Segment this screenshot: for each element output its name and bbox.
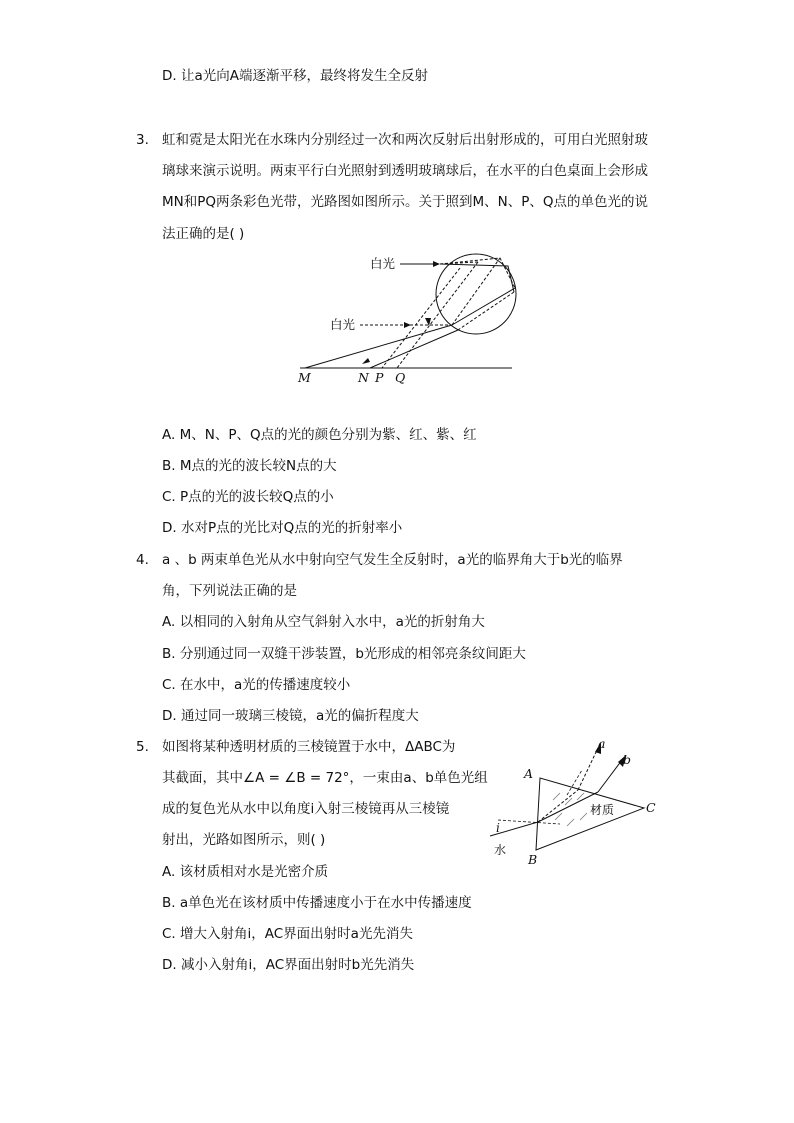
q2-option-d: D. 让a光向A端逐渐平移，最终将发生全反射 [162, 68, 428, 84]
q4-stem-line-2: 角，下列说法正确的是 [162, 583, 297, 599]
q4-option-a: A. 以相同的入射角从空气斜射入水中，a光的折射角大 [162, 614, 485, 630]
q3-option-c: C. P点的光的波长较Q点的小 [162, 489, 334, 505]
q5-option-a: A. 该材质相对水是光密介质 [162, 864, 329, 880]
q4-number: 4. [136, 552, 149, 568]
point-n: N [358, 370, 369, 385]
label-white-light-bottom: 白光 [330, 317, 356, 332]
vertex-a: A [524, 766, 534, 781]
q5-option-c: C. 增大入射角i，AC界面出射时a光先消失 [162, 926, 413, 942]
point-q: Q [395, 370, 406, 385]
q4-option-d: D. 通过同一玻璃三棱镜，a光的偏折程度大 [162, 708, 419, 724]
q5-figure-prism [480, 730, 660, 870]
q3-stem-line-2: 璃球来演示说明。两束平行白光照射到透明玻璃球后，在水平的白色桌面上会形成 [162, 163, 648, 179]
vertex-c: C [646, 800, 656, 815]
angle-i-label: i [496, 821, 500, 835]
ray-b-label: b [623, 752, 632, 767]
q3-number: 3. [136, 132, 149, 148]
q3-option-d: D. 水对P点的光比对Q点的光的折射率小 [162, 520, 403, 536]
q5-number: 5. [136, 739, 149, 755]
water-label: 水 [494, 843, 507, 857]
material-label: 材质 [590, 803, 615, 817]
point-p: P [375, 370, 384, 385]
q4-option-c: C. 在水中，a光的传播速度较小 [162, 677, 351, 693]
q3-stem-line-4: 法正确的是( ) [162, 226, 245, 242]
q3-option-a: A. M、N、P、Q点的光的颜色分别为紫、红、紫、红 [162, 427, 477, 443]
q5-stem-line-4: 射出，光路如图所示，则( ) [162, 832, 326, 848]
q5-stem-line-2: 其截面，其中∠A = ∠B = 72°，一束由a、b单色光组 [162, 770, 488, 786]
vertex-b: B [528, 852, 538, 867]
q4-stem-line-1: a 、b 两束单色光从水中射向空气发生全反射时，a光的临界角大于b光的临界 [162, 552, 623, 568]
q5-stem-line-3: 成的复色光从水中以角度i入射三棱镜再从三棱镜 [162, 801, 450, 817]
label-white-light-top: 白光 [370, 256, 396, 271]
q5-option-d: D. 减小入射角i，AC界面出射时b光先消失 [162, 957, 415, 973]
q3-option-b: B. M点的光的波长较N点的大 [162, 458, 337, 474]
q3-stem-line-1: 虹和霓是太阳光在水珠内分别经过一次和两次反射后出射形成的，可用白光照射玻 [162, 132, 648, 148]
point-m: M [298, 370, 311, 385]
ray-a-label: a [598, 736, 606, 751]
q3-stem-line-3: MN和PQ两条彩色光带，光路图如图所示。关于照到M、N、P、Q点的单色光的说 [162, 194, 649, 210]
q4-option-b: B. 分别通过同一双缝干涉装置，b光形成的相邻亮条纹间距大 [162, 646, 526, 662]
q3-figure-glass-sphere [290, 240, 530, 390]
q5-stem-line-1: 如图将某种透明材质的三棱镜置于水中，ΔABC为 [162, 739, 456, 755]
q5-option-b: B. a单色光在该材质中传播速度小于在水中传播速度 [162, 895, 472, 911]
